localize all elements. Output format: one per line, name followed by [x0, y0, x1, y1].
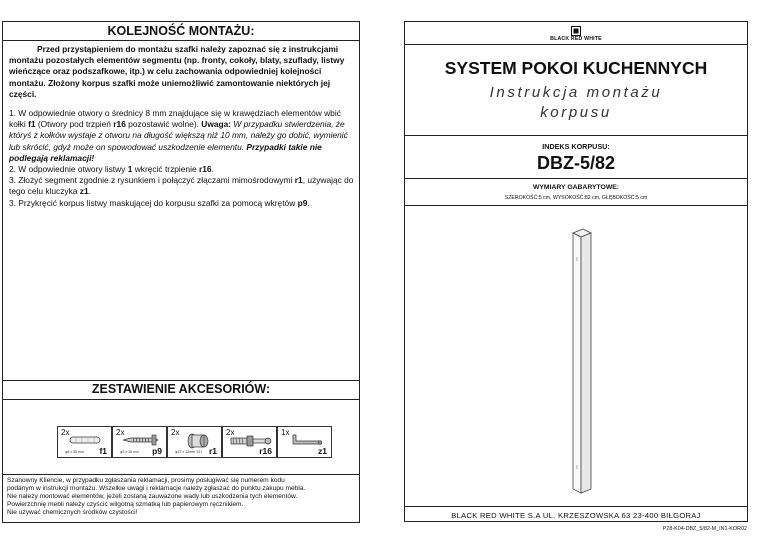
- accessory-r16: 2x r16: [222, 426, 277, 458]
- right-panel: [404, 21, 748, 522]
- accessory-r1: 2x φ17 x 12mm T/H r1: [167, 426, 222, 458]
- accessory-p9: 2x φ3 x 16 mm p9: [112, 426, 167, 458]
- accessories-row: [57, 426, 357, 458]
- document-code: P28-K04-DBZ_5/82-M_IN1-KOR02: [662, 526, 747, 532]
- divider: [3, 399, 359, 400]
- intro-paragraph: Przed przystąpieniem do montażu szafki należy zapoznać się z instrukcjami montażu pozostałych elementów segmentu (np. fronty, cokoły, blaty, szuflady, listwy wieńczące oraz podszafkowe, itp.) w celu zachowania odpowiedniej kolejności montażu. Złożony korpus szafki może uniemożliwić zamontowanie niektórych jej części.: [9, 44, 345, 99]
- subtitle-line-2: korpusu: [540, 104, 612, 121]
- accessories-heading: ZESTAWIENIE AKCESORIÓW:: [91, 382, 271, 396]
- step-3: 3. Złożyć segment zgodnie z rysunkiem i połączyć złączami mimośrodowymi r1, używając do tego celu kluczyka z1.: [9, 175, 354, 197]
- step-2: 2. W odpowiednie otwory listwy 1 wkręcić trzpienie r16.: [9, 164, 214, 175]
- index-value: DBZ-5/82: [536, 153, 616, 173]
- brand-logo-icon: [571, 26, 581, 36]
- step-4: 3. Przykręcić korpus listwy maskującej do korpusu szafki za pomocą wkrętów p9.: [9, 197, 310, 208]
- dimensions-label: WYMIARY GABARYTOWE:: [532, 184, 620, 191]
- accessory-z1: 1x z1: [277, 426, 332, 458]
- cabinet-post-illustration: [565, 227, 597, 497]
- brand-name: BLACK RED WHITE: [550, 36, 602, 42]
- assembly-order-heading: KOLEJNOŚĆ MONTAŻU:: [107, 24, 255, 38]
- assembly-steps: [9, 108, 354, 209]
- main-title: SYSTEM POKOI KUCHENNYCH: [444, 58, 708, 78]
- divider: [405, 135, 747, 136]
- divider: [405, 44, 747, 45]
- cam-lock-icon: [182, 432, 212, 450]
- divider: [3, 380, 359, 381]
- divider: [405, 178, 747, 179]
- hex-key-icon: [290, 432, 324, 446]
- left-panel: [2, 21, 360, 523]
- divider: [3, 474, 359, 475]
- dowel-icon: [68, 434, 102, 446]
- accessory-f1: 2x φ8 x 35 mm f1: [57, 426, 112, 458]
- screw-icon: [121, 433, 161, 447]
- divider: [405, 506, 747, 507]
- dimensions-text: SZEROKOŚĆ:5 cm, WYSOKOŚĆ:82 cm, GŁĘBOKOŚĆ:5 cm: [504, 195, 648, 201]
- index-label: INDEKS KORPUSU:: [542, 142, 610, 151]
- divider: [3, 40, 359, 41]
- customer-notice: Szanowny Kliencie, w przypadku zgłaszania reklamacji, prosimy posługiwać się numerem kodu podanym w instrukcji montażu. Wszelkie uwagi i reklamacje należy zgłaszać do punktu zakupu mebla. Nie należy montować elementów, jeżeli zostaną zauważone wady lub uszkodzenia tych elementów. Powierzchnię mebli należy czyścić wilgotną szmatką lub papierowym ręcznikiem. Nie używać chemicznych środków czystości!: [7, 477, 306, 517]
- divider: [405, 205, 747, 206]
- subtitle-line-1: Instrukcja montażu: [489, 84, 663, 101]
- step-1: 1. W odpowiednie otwory o średnicy 8 mm znajdujące się w krawędziach elementów wbić kołki f1 (Otwory pod trzpień r16 pozostawić wolne). Uwaga: W przypadku stwierdzenia, że któryś z kołków wystaje z otworu na długość większą niż 10 mm, należy go dobić, wymienić lub skrócić, gdyż może on spowodować uszkodzenie elementu. Przypadki takie nie podlegają reklamacji!: [9, 108, 348, 163]
- company-address: BLACK RED WHITE S.A UL. KRZESZOWSKA 63 23-400 BIŁGORAJ: [451, 511, 701, 520]
